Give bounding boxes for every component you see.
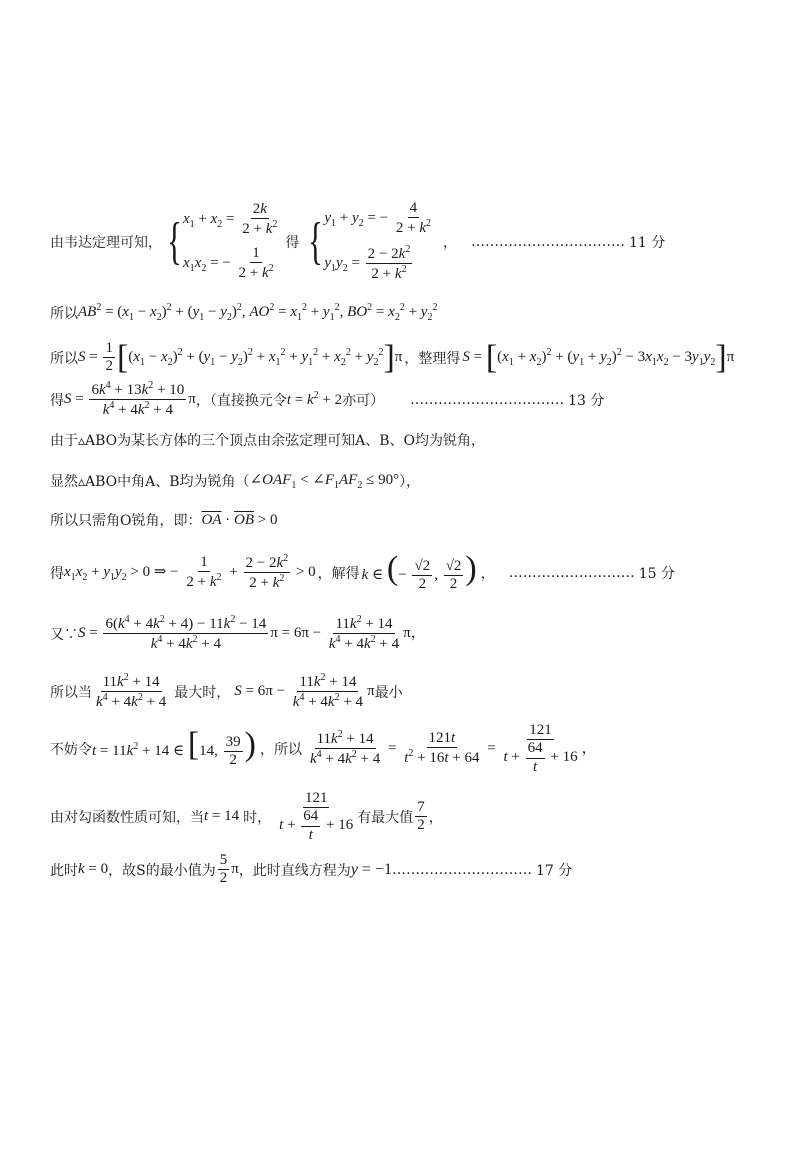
line-ab-squared: 所以 $AB^2 = (x_1 - x_2)^2 + (y_1 - y_2)^2$, $AO^2 = x_1^2 + y_1^2$, $BO^2 = x_2^2 + y_2^2$ xyxy=(50,302,438,323)
score-label: 13 分 xyxy=(568,392,605,409)
equation-system-1: { $x_1 + x_2$ = $\frac{2k}{2 + k^2}$ $x_1x_2$ = − $\frac{1}{2 + k^2}$ xyxy=(166,201,278,281)
line-angle-o: 所以只需角O锐角，即： $\overline{OA} \cdot \overline{OB} > 0$ xyxy=(50,511,278,529)
line-hook-function: 由对勾函数性质可知，当 t = 14 时， 121 t + $\frac{64}{t}$ + 16 有最大值 $\frac{7}{2}$ ， xyxy=(50,790,443,843)
line-s-expression: 所以 S = $\frac{1}{2}$ [ $(x_1 - x_2)^2 + (y_1 - y_2)^2 + x_1^2 + y_1^2 + x_2^2 + y_2^2$ ] π ，整理得 S = [ $(x_1 + x_2)^2 + (y_1 + y_2)^2 - 3x_1x_2 - 3y_1y_2$ ] π xyxy=(50,338,735,376)
line-k-range: 得 $x_1x_2 + y_1y_2 > 0$ ⇒ − $\frac{1}{2 + k^2}$ + $\frac{2 - 2k^2}{2 + k^2}$ > 0 ，解得 k ∈ (− $\frac{√2}{2}$ , $\frac{√2}{2}$ ) ， ……………………… 15 分 xyxy=(50,550,676,593)
line-conclusion: 此时 k = 0 ，故S的最小值为 $\frac{5}{2}$ π ，此时直线方程为 y = −1 ………………………… 17 分 xyxy=(50,852,573,887)
line-vieta: 由韦达定理可知， { $x_1 + x_2$ = $\frac{2k}{2 + k^2}$ $x_1x_2$ = − $\frac{1}{2 + k^2}$ 得 { $y_1 + y_2$ = − $\frac{4}{2 + k^2}$ $y_1y_2$ = $\frac{2 - 2k^2}{2 + k^2}$ ， …………………………… 11 分 xyxy=(50,200,666,282)
line-text: 由韦达定理可知， xyxy=(50,234,162,251)
line-s-result: 得 S = $\frac{6k^4 + 13k^2 + 10}{k^4 + 4k^2 + 4}$ π ，（直接换元令 $t = k^2 + 2$ 亦可） …………………………… 13 分 xyxy=(50,380,605,419)
line-max-condition: 所以当 $\frac{11k^2 + 14}{k^4 + 4k^2 + 4}$ 最大时， S = 6π − $\frac{11k^2 + 14}{k^4 + 4k^2 + 4}$ π 最小 xyxy=(50,672,403,711)
score-label: 11 分 xyxy=(628,234,666,251)
line-acute-angles: 显然▵ABO中角A、B均为锐角（ $\angle OAF_1$ < $\angle F_1AF_2 \le 90^\circ$ ）， xyxy=(50,472,421,491)
line-substitution: 不妨令 $t = 11k^2 + 14$ ∈ [14, $\frac{39}{2}$ ) ，所以 $\frac{11k^2 + 14}{k^4 + 4k^2 + 4}$ = $\frac{121t}{t^2 + 16t + 64}$ = 121 t + $\frac{64}{t}$ + 16 ， xyxy=(50,722,597,775)
line-cosine-law: 由于▵ABO为某长方体的三个顶点由余弦定理可知A、B、O均为锐角， xyxy=(50,433,486,449)
score-label: 15 分 xyxy=(638,565,676,582)
equation-system-2: { $y_1 + y_2$ = − $\frac{4}{2 + k^2}$ $y_1y_2$ = $\frac{2 - 2k^2}{2 + k^2}$ xyxy=(308,200,431,282)
score-label: 17 分 xyxy=(535,862,573,879)
line-s-rewrite: 又∵ S = $\frac{6(k^4 + 4k^2 + 4) - 11k^2 - 14}{k^4 + 4k^2 + 4}$ π = 6π − $\frac{11k^2 + 14}{k^4 + 4k^2 + 4}$ π， xyxy=(50,614,426,653)
